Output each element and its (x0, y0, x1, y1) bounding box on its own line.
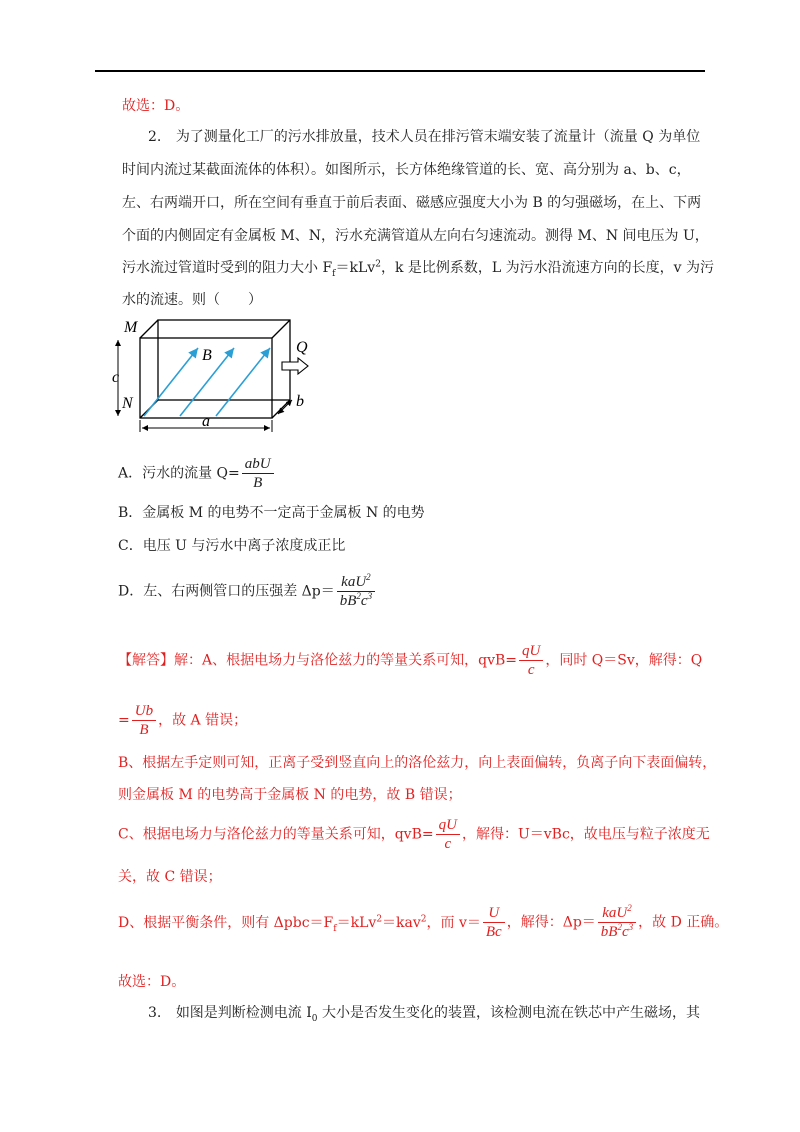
solution-final: 故选：D。 (118, 974, 186, 990)
label-c: c (112, 369, 120, 386)
q2-stem-3: 左、右两端开口，所在空间有垂直于前后表面、磁感应强度大小为 B 的匀强磁场，在上、下两 (122, 195, 702, 211)
q2-stem-1: 为了测量化工厂的污水排放量，技术人员在排污管末端安装了流量计（流量 Q 为单位 (175, 129, 701, 145)
box-edges (140, 320, 290, 418)
solution-c-line2: 关，故 C 错误； (118, 869, 222, 885)
q2-stem-2: 时间内流过某截面流体的体积）。如图所示，长方体绝缘管道的长、宽、高分别为 a、b、c， (122, 162, 691, 178)
solution-b-line2: 则金属板 M 的电势高于金属板 N 的电势，故 B 错误； (118, 787, 462, 803)
q3-number: 3. (148, 1005, 162, 1021)
solution-a-line1: 【解答】解：A、根据电场力与洛伦兹力的等量关系可知，qvB= $\frac{qU}{c}$ ，同时 Q＝Sv，解得：Q (118, 643, 703, 678)
label-N: N (122, 395, 133, 412)
label-b: b (296, 393, 304, 410)
q2-stem-4: 个面的内侧固定有金属板 M、N，污水充满管道从左向右匀速流动。测得 M、N 间电压为 U， (122, 228, 709, 244)
option-d[interactable]: D．左、右两侧管口的压强差 Δp＝ $\frac{kaU^2}{bB^2c^3}$ (118, 573, 377, 610)
solution-tag: 【解答】 (118, 652, 174, 669)
solution-d-line: D、根据平衡条件，则有 $\Delta pbc=F_f=kLv^2=kav^2$，而 v＝ $\frac{U}{Bc}$ ，解得：Δp＝ $\frac{kaU^2}{bB^2c^3}$ ，故 D 正确。 (118, 903, 729, 940)
option-b[interactable]: B．金属板 M 的电势不一定高于金属板 N 的电势 (118, 505, 425, 521)
solution-c-line1: C、根据电场力与洛伦兹力的等量关系可知，qvB= $\frac{qU}{c}$ ，解得：U＝vBc，故电压与粒子浓度无 (118, 817, 710, 852)
option-a[interactable]: A．污水的流量 Q= $\frac{\text{abU}}{B}$ (118, 455, 276, 492)
solution-b-line1: B、根据左手定则可知，正离子受到竖直向上的洛伦兹力，向上表面偏转，负离子向下表面偏转， (118, 755, 717, 771)
prev-answer: 故选：D。 (122, 98, 190, 114)
option-c[interactable]: C．电压 U 与污水中离子浓度成正比 (118, 538, 346, 554)
b-dimension (278, 400, 292, 414)
header-rule (95, 70, 705, 72)
label-a: a (202, 413, 210, 430)
label-M: M (124, 319, 138, 336)
q3-line-1: 3. 如图是判断检测电流 $I_0$ 大小是否发生变化的装置，该检测电流在铁芯中产生磁场，其 (148, 1005, 700, 1024)
q2-stem-5: 污水流过管道时受到的阻力大小 $F_f=kLv^2$，k 是比例系数，L 为污水沿流速方向的长度，v 为污 (122, 259, 714, 279)
q2-number: 2. (148, 129, 162, 145)
pipe-diagram (110, 316, 330, 436)
solution-a-line2: = $\frac{Ub}{B}$ ，故 A 错误； (118, 703, 248, 738)
label-Q: Q (296, 339, 308, 356)
flow-arrow (282, 358, 308, 374)
label-B: B (202, 347, 212, 364)
q2-stem-6: 水的流速。则（ ） (122, 292, 262, 308)
q2-line-1 (148, 127, 700, 147)
